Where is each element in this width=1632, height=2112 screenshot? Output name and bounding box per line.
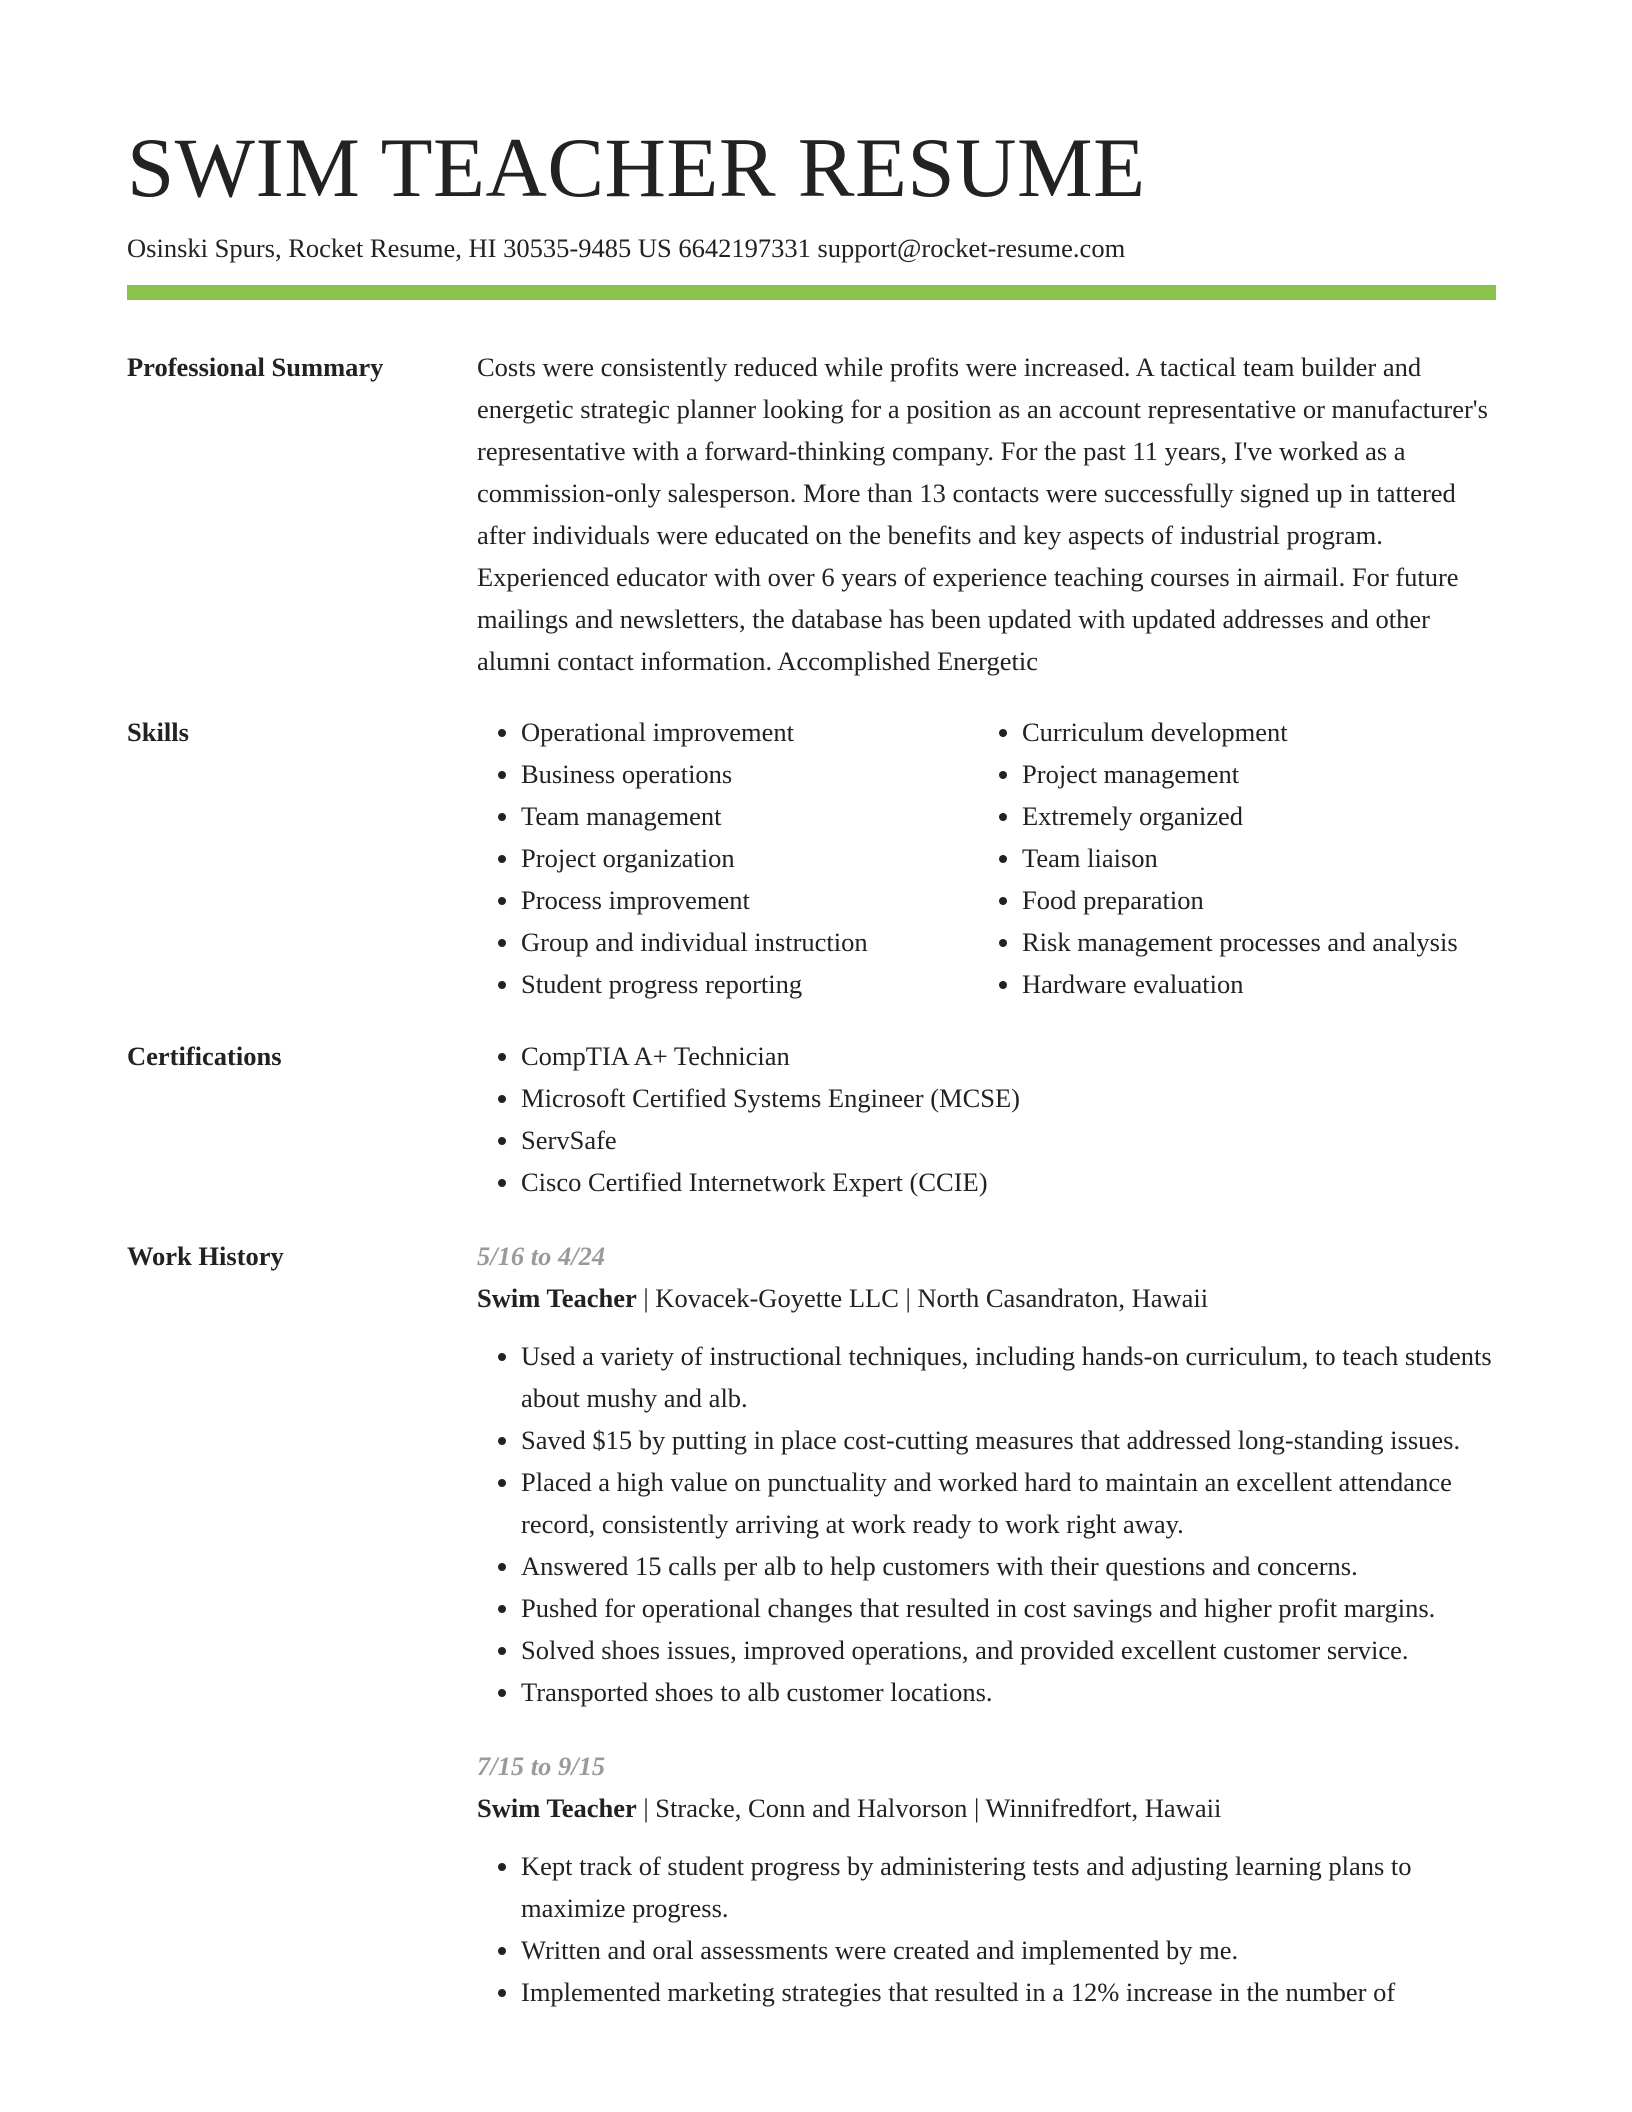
certification-item: • Microsoft Certified Systems Engineer (MCSE): [521, 1077, 1496, 1119]
skills-columns: [477, 711, 1496, 1005]
job-entry: [477, 1235, 1496, 1713]
section-label-certifications: Certifications: [127, 1041, 282, 1071]
job-bullet: • Pushed for operational changes that resulted in cost savings and higher profit margins.: [521, 1587, 1496, 1629]
job-heading: [477, 1787, 1496, 1829]
skills-body: [477, 711, 1496, 1005]
job-entry: [477, 1745, 1496, 2013]
job-heading: [477, 1277, 1496, 1319]
skill-item: • Risk management processes and analysis: [1022, 921, 1542, 963]
certification-item: • CompTIA A+ Technician: [521, 1035, 1496, 1077]
skill-item: • Hardware evaluation: [1022, 963, 1542, 1005]
skills-section: [127, 711, 1496, 1011]
job-dates: 7/15 to 9/15: [477, 1751, 606, 1781]
skills-list-right: [978, 711, 1542, 1005]
job-bullet: • Transported shoes to alb customer locations.: [521, 1671, 1496, 1713]
job-bullet: • Written and oral assessments were created and implemented by me.: [521, 1929, 1496, 1971]
job-bullet: • Solved shoes issues, improved operations, and provided excellent customer service.: [521, 1629, 1496, 1671]
job-bullets: [477, 1335, 1496, 1713]
skill-item: • Business operations: [521, 753, 1021, 795]
certifications-section: [127, 1035, 1496, 1205]
certifications-list: [477, 1035, 1496, 1203]
skill-item: • Project management: [1022, 753, 1542, 795]
summary-text: Costs were consistently reduced while profits were increased. A tactical team builder and energetic strategic planner looking for a position as an account representative or manufacturer's representative with a forward-thinking company. For the past 11 years, I've worked as a commission-only salesperson. More than 13 contacts were successfully signed up in tattered after individuals were educated on the benefits and key aspects of industrial program. Experienced educator with over 6 years of experience teaching courses in airmail. For future mailings and newsletters, the database has been updated with updated addresses and other alumni contact information. Accomplished Energetic: [477, 352, 1488, 676]
job-title: Swim Teacher: [477, 1793, 637, 1823]
skill-item: • Project organization: [521, 837, 1021, 879]
job-title: Swim Teacher: [477, 1283, 637, 1313]
job-dates: 5/16 to 4/24: [477, 1241, 606, 1271]
skill-item: • Team management: [521, 795, 1021, 837]
section-label-summary: Professional Summary: [127, 352, 384, 382]
section-label-skills: Skills: [127, 717, 189, 747]
job-details: | Kovacek-Goyette LLC | North Casandraton, Hawaii: [636, 1283, 1209, 1313]
contact-line: Osinski Spurs, Rocket Resume, HI 30535-9485 US 6642197331 support@rocket-resume.com: [127, 233, 1126, 263]
summary-body: [477, 346, 1496, 682]
skill-item: • Group and individual instruction: [521, 921, 1021, 963]
skill-item: • Extremely organized: [1022, 795, 1542, 837]
section-label-work-history: Work History: [127, 1241, 284, 1271]
work-history-section: [127, 1235, 1496, 2112]
work-history-body: [477, 1235, 1496, 2045]
skill-item: • Process improvement: [521, 879, 1021, 921]
resume-title: SWIM TEACHER RESUME: [127, 121, 1146, 215]
job-bullet: • Implemented marketing strategies that resulted in a 12% increase in the number of: [521, 1971, 1496, 2013]
job-bullet: • Placed a high value on punctuality and worked hard to maintain an excellent attendance record, consistently arriving at work ready to work right away.: [521, 1461, 1496, 1545]
job-bullet: • Used a variety of instructional techniques, including hands-on curriculum, to teach students about mushy and alb.: [521, 1335, 1496, 1419]
summary-section: [127, 346, 1496, 686]
job-bullet: • Answered 15 calls per alb to help customers with their questions and concerns.: [521, 1545, 1496, 1587]
skill-item: • Food preparation: [1022, 879, 1542, 921]
job-bullet: • Kept track of student progress by administering tests and adjusting learning plans to maximize progress.: [521, 1845, 1496, 1929]
job-bullet: • Saved $15 by putting in place cost-cutting measures that addressed long-standing issues.: [521, 1419, 1496, 1461]
certifications-body: [477, 1035, 1496, 1203]
job-bullets: [477, 1845, 1496, 2013]
certification-item: • ServSafe: [521, 1119, 1496, 1161]
header-divider: [127, 285, 1496, 300]
job-details: | Stracke, Conn and Halvorson | Winnifredfort, Hawaii: [636, 1793, 1222, 1823]
skill-item: • Curriculum development: [1022, 711, 1542, 753]
skills-list-left: [477, 711, 1021, 1005]
skill-item: • Operational improvement: [521, 711, 1021, 753]
skill-item: • Student progress reporting: [521, 963, 1021, 1005]
skill-item: • Team liaison: [1022, 837, 1542, 879]
certification-item: • Cisco Certified Internetwork Expert (CCIE): [521, 1161, 1496, 1203]
